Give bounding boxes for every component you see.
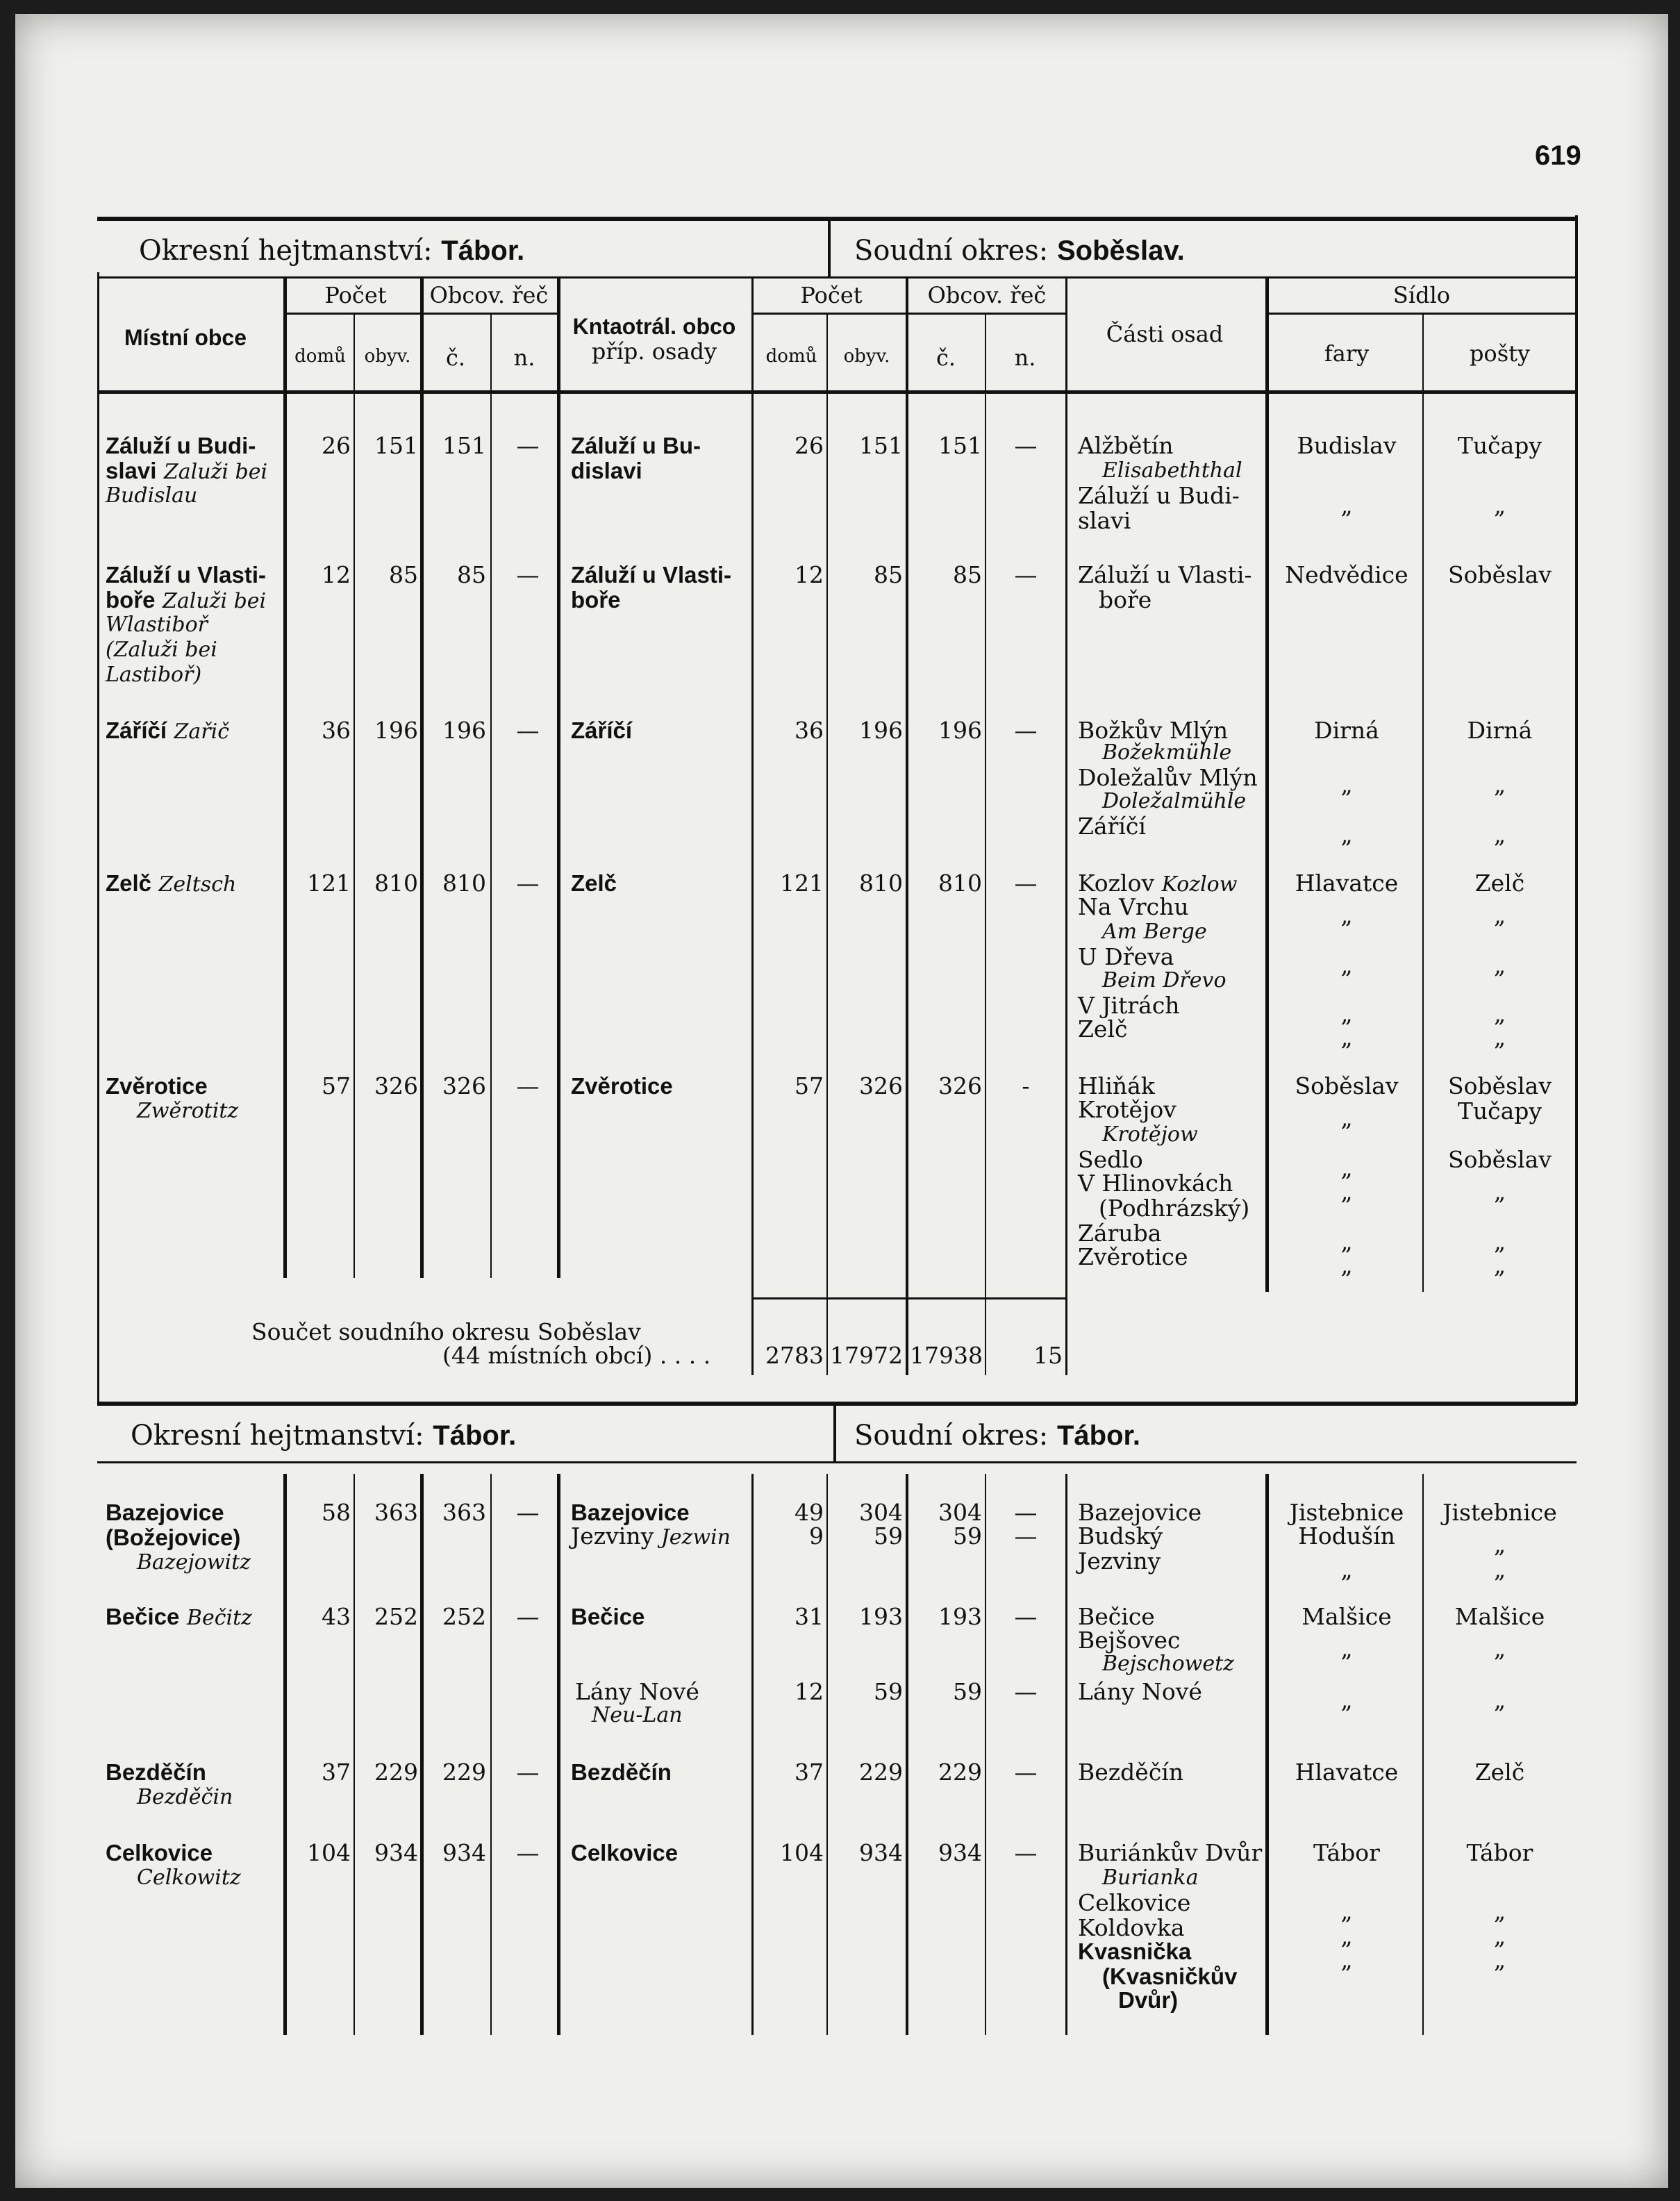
obcov-n: —: [516, 1603, 540, 1630]
obcov-c: 85: [457, 561, 486, 588]
col-katastr: Kntaotrál. obco příp. osady: [572, 314, 736, 365]
k-c: 326: [938, 1072, 982, 1099]
k-domu: 121: [780, 870, 824, 897]
rule: [985, 314, 986, 1375]
posta-ditto: „: [1493, 1635, 1506, 1662]
cast-osady: Božkův Mlýn: [1078, 717, 1229, 744]
cast-osady: boře: [1099, 586, 1152, 613]
hejtmanstvi-label: Okresní hejtmanství: Tábor.: [131, 1420, 517, 1452]
obcov-n: —: [516, 561, 540, 588]
k-obyv: 810: [859, 870, 903, 897]
k-domu: 37: [795, 1759, 824, 1786]
k-c: 810: [938, 870, 982, 897]
fara-ditto: „: [1340, 1686, 1353, 1713]
obec-name: slavi Zaluži bei: [106, 458, 268, 484]
k-domu: 57: [795, 1072, 824, 1099]
k-c: 85: [953, 561, 982, 588]
fara-ditto: „: [1340, 1024, 1353, 1051]
domu: 36: [322, 717, 351, 744]
posta-ditto: „: [1493, 1178, 1506, 1205]
cast-osady: Doležalův Mlýn: [1078, 764, 1258, 791]
okres-label: Soudní okres: Tábor.: [854, 1420, 1140, 1452]
fara: Nedvědice: [1285, 561, 1408, 588]
k-domu: 12: [795, 561, 824, 588]
sum-c: 17938: [910, 1342, 983, 1369]
cast-osady: Bezděčín: [1078, 1759, 1184, 1786]
obcov-c: 252: [442, 1603, 486, 1630]
obcov-c: 229: [442, 1759, 486, 1786]
obec-name: Záluží u Budi-: [106, 433, 256, 458]
cast-osady: Záluží u Vlasti-: [1078, 561, 1252, 588]
rule: [1422, 1474, 1424, 2035]
rule: [1265, 278, 1269, 1292]
obcov-c: 810: [442, 870, 486, 897]
col-mistni-obce: Místní obce: [124, 325, 247, 350]
hejtmanstvi-label: Okresní hejtmanství: Tábor.: [139, 235, 525, 267]
k-obyv: 196: [859, 717, 903, 744]
k-obyv: 304: [859, 1499, 903, 1526]
sum-domu: 2783: [765, 1342, 824, 1369]
obec-name: Celkovice: [106, 1840, 213, 1866]
col-fary: fary: [1324, 340, 1370, 367]
k-n: —: [1014, 1678, 1038, 1705]
domu: 104: [307, 1839, 351, 1866]
obcov-n: —: [516, 1072, 540, 1099]
fara-ditto: „: [1340, 1635, 1353, 1662]
col-n: n.: [513, 344, 535, 371]
rule-head-bottom: [97, 390, 1577, 394]
obec-german: Bazejowitz: [137, 1550, 251, 1575]
obec-german: Lastiboř): [106, 663, 202, 687]
posta-ditto: „: [1493, 902, 1506, 929]
katastr: Jezviny Jezwin: [571, 1522, 731, 1550]
k-n: —: [1014, 1522, 1038, 1550]
rule: [420, 278, 424, 1278]
domu: 12: [322, 561, 351, 588]
obcov-n: —: [516, 1759, 540, 1786]
cast-osady: Zelč: [1078, 1015, 1128, 1043]
posta: Tábor: [1466, 1839, 1533, 1866]
col-obcov-rec2: Obcov. řeč: [927, 282, 1047, 308]
fara: Soběslav: [1295, 1072, 1399, 1099]
obec-german: Zwěrotitz: [137, 1099, 239, 1123]
k-domu: 26: [795, 432, 824, 459]
obcov-n: —: [516, 717, 540, 744]
cast-osady: Jezviny: [1078, 1547, 1161, 1575]
katastr: Lány Nové: [575, 1678, 699, 1705]
fara-ditto: „: [1340, 1946, 1353, 1973]
obec-name: boře Zaluži bei: [106, 587, 267, 613]
k-domu: 36: [795, 717, 824, 744]
posta-ditto: „: [1493, 1922, 1506, 1950]
section-header-tabor: [97, 1402, 1577, 1463]
cast-osady: (Podhrázský): [1099, 1195, 1250, 1222]
rule: [490, 1474, 492, 2035]
domu: 43: [322, 1603, 351, 1630]
col-pocet2: Počet: [800, 282, 863, 308]
fara-ditto: „: [1340, 771, 1353, 798]
cast-osady: Sedlo: [1078, 1146, 1143, 1173]
sum-n: 15: [1033, 1342, 1063, 1369]
cast-osady: Buriánkův Dvůr: [1078, 1839, 1263, 1866]
fara-ditto: „: [1340, 902, 1353, 929]
posta: Zelč: [1474, 1759, 1525, 1786]
rule: [557, 278, 560, 1278]
k-obyv: 151: [859, 432, 903, 459]
cast-osady: V Jitrách: [1078, 992, 1180, 1019]
rule: [826, 314, 828, 1375]
posta: Malšice: [1454, 1603, 1545, 1630]
obec-name: Záluží u Vlasti-: [106, 562, 267, 588]
obcov-n: —: [516, 1839, 540, 1866]
obec-german: (Zaluži bei: [106, 638, 217, 662]
rule-sum-top: [753, 1297, 1067, 1299]
k-c: 59: [953, 1522, 982, 1550]
obyv: 151: [374, 432, 418, 459]
cast-osady: Bazejovice: [1078, 1499, 1202, 1526]
fara: Hlavatce: [1295, 870, 1399, 897]
rule: [354, 314, 355, 1278]
k-c: 934: [938, 1839, 982, 1866]
fara-ditto: „: [1340, 1178, 1353, 1205]
katastr: Bečice: [571, 1604, 645, 1629]
cast-osady: Bečice: [1078, 1603, 1155, 1630]
obec-german: Bezděčin: [137, 1785, 233, 1809]
rule: [1575, 215, 1578, 1404]
obec-german: Budislau: [106, 483, 198, 508]
cast-osady-german: Božekmühle: [1102, 740, 1232, 765]
obcov-n: —: [516, 1499, 540, 1526]
cast-osady: Koldovka: [1078, 1914, 1185, 1941]
obcov-n: —: [516, 432, 540, 459]
katastr: Celkovice: [571, 1840, 679, 1866]
rule: [906, 1474, 908, 2035]
col-domu2: domů: [765, 346, 817, 367]
cast-osady-german: Beim Dřevo: [1102, 968, 1226, 992]
katastr: Záluží u Vlasti-: [571, 562, 732, 588]
obec-german: Wlastiboř: [106, 613, 208, 637]
rule: [283, 1474, 287, 2035]
cast-osady-german: Am Berge: [1102, 920, 1207, 944]
fara-ditto: „: [1340, 492, 1353, 519]
obcov-c: 363: [442, 1499, 486, 1526]
k-c: 193: [938, 1603, 982, 1630]
obec-name: Bazejovice: [106, 1500, 224, 1525]
katastr: Zelč: [571, 870, 617, 896]
posta-ditto: „: [1493, 1228, 1506, 1255]
okres-label: Soudní okres: Soběslav.: [854, 235, 1185, 267]
fara-ditto: „: [1340, 821, 1353, 848]
k-obyv: 326: [859, 1072, 903, 1099]
obec-name: Zvěrotice: [106, 1073, 208, 1099]
obcov-c: 934: [442, 1839, 486, 1866]
cast-osady-german: Burianka: [1102, 1866, 1199, 1890]
obec-name: Bezděčín: [106, 1759, 206, 1785]
posta: Tučapy: [1457, 432, 1542, 459]
cast-osady: Budský: [1078, 1522, 1163, 1550]
posta-ditto: „: [1493, 1556, 1506, 1583]
fara: Budislav: [1297, 432, 1397, 459]
domu: 37: [322, 1759, 351, 1786]
header-divider: [833, 1406, 836, 1461]
cast-osady: Lány Nové: [1078, 1678, 1202, 1705]
fara-ditto: „: [1340, 1000, 1353, 1027]
fara-ditto: „: [1340, 1897, 1353, 1925]
cast-osady: Záluží u Budi-: [1078, 482, 1240, 509]
rule: [1065, 278, 1067, 1375]
k-n: -: [1022, 1072, 1030, 1099]
rule: [753, 313, 1065, 315]
fara-ditto: „: [1340, 1104, 1353, 1131]
rule: [283, 278, 287, 1278]
posta-ditto: „: [1493, 952, 1506, 979]
posta-ditto: „: [1493, 1897, 1506, 1925]
rule: [420, 1474, 424, 2035]
katastr-german: Neu-Lan: [592, 1703, 683, 1727]
col-obcov-rec: Obcov. řeč: [429, 282, 549, 308]
posta: Dirná: [1467, 717, 1533, 744]
fara-ditto: „: [1340, 1154, 1353, 1181]
k-n: —: [1014, 561, 1038, 588]
fara-ditto: „: [1340, 1556, 1353, 1583]
obec-name: Záříčí Zařič: [106, 717, 230, 744]
k-obyv: 229: [859, 1759, 903, 1786]
sum-obyv: 17972: [830, 1342, 903, 1369]
k-c: 229: [938, 1759, 982, 1786]
cast-osady: Kvasnička: [1078, 1938, 1192, 1964]
section-header-soboslav: [97, 217, 1577, 279]
fara: Dirná: [1314, 717, 1379, 744]
cast-osady: Zvěrotice: [1078, 1243, 1188, 1270]
col-obyv2: obyv.: [843, 346, 890, 367]
page: [15, 14, 1668, 2188]
rule: [97, 272, 99, 1404]
k-domu: 12: [795, 1678, 824, 1705]
cast-osady-german: Elisabeththal: [1102, 458, 1242, 483]
obyv: 85: [389, 561, 418, 588]
cast-osady: Záříčí: [1078, 813, 1146, 840]
obec-name: (Božejovice): [106, 1525, 241, 1550]
fara-ditto: „: [1340, 1922, 1353, 1950]
posta: Soběslav: [1448, 1146, 1552, 1173]
sum-label: Součet soudního okresu Soběslav: [251, 1318, 641, 1345]
cast-osady: Krotějov: [1078, 1096, 1176, 1123]
fara: Malšice: [1301, 1603, 1392, 1630]
k-obyv: 59: [874, 1678, 903, 1705]
cast-osady-german: Doležalmühle: [1102, 789, 1247, 813]
col-c: č.: [445, 344, 466, 371]
posta: Zelč: [1474, 870, 1525, 897]
posta: Soběslav: [1448, 1072, 1552, 1099]
cast-osady: Záruba: [1078, 1220, 1162, 1247]
col-domu: domů: [294, 346, 346, 367]
k-domu: 49: [795, 1499, 824, 1526]
cast-osady: Alžbětín: [1078, 432, 1174, 459]
k-n: —: [1014, 1759, 1038, 1786]
col-obyv: obyv.: [364, 346, 411, 367]
col-sidlo: Sídlo: [1392, 282, 1451, 308]
posta-ditto: „: [1493, 1531, 1506, 1558]
domu: 58: [322, 1499, 351, 1526]
obec-name: Zelč Zeltsch: [106, 870, 237, 897]
fara: Jistebnice: [1289, 1499, 1404, 1526]
k-c: 151: [938, 432, 982, 459]
sum-label-count: (44 místních obcí) . . . .: [442, 1342, 711, 1369]
posta-ditto: „: [1493, 1000, 1506, 1027]
fara: Hodušín: [1298, 1522, 1395, 1550]
obcov-n: —: [516, 870, 540, 897]
cast-osady-german: Krotějow: [1102, 1122, 1198, 1147]
k-obyv: 193: [859, 1603, 903, 1630]
page-number: 619: [1535, 140, 1581, 171]
obcov-c: 151: [442, 432, 486, 459]
obyv: 196: [374, 717, 418, 744]
obcov-c: 326: [442, 1072, 486, 1099]
k-n: —: [1014, 870, 1038, 897]
k-domu: 9: [809, 1522, 824, 1550]
k-c: 304: [938, 1499, 982, 1526]
obyv: 229: [374, 1759, 418, 1786]
posta-ditto: „: [1493, 1946, 1506, 1973]
obyv: 934: [374, 1839, 418, 1866]
posta-ditto: „: [1493, 821, 1506, 848]
obcov-c: 196: [442, 717, 486, 744]
cast-osady: V Hlinovkách: [1078, 1170, 1233, 1197]
fara: Hlavatce: [1295, 1759, 1399, 1786]
col-c2: č.: [935, 344, 956, 371]
col-n2: n.: [1014, 344, 1036, 371]
rule: [1265, 1474, 1269, 2035]
rule: [985, 1474, 986, 2035]
k-n: —: [1014, 717, 1038, 744]
fara-ditto: „: [1340, 1228, 1353, 1255]
k-obyv: 934: [859, 1839, 903, 1866]
cast-osady: Kozlov Kozlow: [1078, 870, 1238, 897]
katastr: Zvěrotice: [571, 1073, 673, 1099]
k-n: —: [1014, 1839, 1038, 1866]
k-c: 196: [938, 717, 982, 744]
rule: [826, 1474, 828, 2035]
rule: [751, 278, 754, 1375]
rule: [490, 314, 492, 1278]
obyv: 810: [374, 870, 418, 897]
obec-name: Bečice Bečitz: [106, 1604, 252, 1630]
cast-osady: Hliňák: [1078, 1072, 1155, 1099]
rule: [906, 278, 908, 1375]
header-divider: [828, 221, 831, 276]
cast-osady: U Dřeva: [1078, 943, 1174, 970]
cast-osady-german: Bejschowetz: [1102, 1652, 1234, 1676]
k-n: —: [1014, 1499, 1038, 1526]
cast-osady: slavi: [1078, 507, 1131, 534]
posta: Tučapy: [1457, 1097, 1542, 1124]
fara: Tábor: [1313, 1839, 1380, 1866]
katastr: Záluží u Bu-: [571, 433, 701, 458]
col-pocet: Počet: [324, 282, 387, 308]
cast-osady: Na Vrchu: [1078, 893, 1189, 920]
obyv: 363: [374, 1499, 418, 1526]
k-domu: 31: [795, 1603, 824, 1630]
cast-osady: Bejšovec: [1078, 1627, 1181, 1654]
obyv: 326: [374, 1072, 418, 1099]
domu: 26: [322, 432, 351, 459]
domu: 121: [307, 870, 351, 897]
k-n: —: [1014, 1603, 1038, 1630]
rule: [1065, 1474, 1067, 2035]
k-obyv: 85: [874, 561, 903, 588]
katastr: Bazejovice: [571, 1500, 690, 1525]
cast-osady: (Kvasničkův: [1102, 1963, 1238, 1989]
rule: [354, 1474, 355, 2035]
posta: Soběslav: [1448, 561, 1552, 588]
k-c: 59: [953, 1678, 982, 1705]
cast-osady: Celkovice: [1078, 1889, 1191, 1916]
rule: [751, 1474, 754, 2035]
cast-osady: Dvůr): [1118, 1987, 1179, 2013]
domu: 57: [322, 1072, 351, 1099]
rule: [1422, 314, 1424, 1292]
katastr: Bezděčín: [571, 1759, 672, 1785]
posta-ditto: „: [1493, 1024, 1506, 1051]
fara-ditto: „: [1340, 1252, 1353, 1279]
katastr: Záříčí: [571, 717, 633, 743]
obec-german: Celkowitz: [137, 1866, 241, 1890]
posta-ditto: „: [1493, 1252, 1506, 1279]
posta-ditto: „: [1493, 1686, 1506, 1713]
rule: [557, 1474, 560, 2035]
katastr: dislavi: [571, 458, 642, 483]
k-n: —: [1014, 432, 1038, 459]
katastr: boře: [571, 587, 621, 613]
obyv: 252: [374, 1603, 418, 1630]
fara-ditto: „: [1340, 952, 1353, 979]
posta-ditto: „: [1493, 492, 1506, 519]
col-casti-osad: Části osad: [1106, 321, 1224, 347]
k-obyv: 59: [874, 1522, 903, 1550]
col-posty: pošty: [1469, 340, 1531, 367]
k-domu: 104: [780, 1839, 824, 1866]
posta-ditto: „: [1493, 771, 1506, 798]
posta: Jistebnice: [1442, 1499, 1557, 1526]
